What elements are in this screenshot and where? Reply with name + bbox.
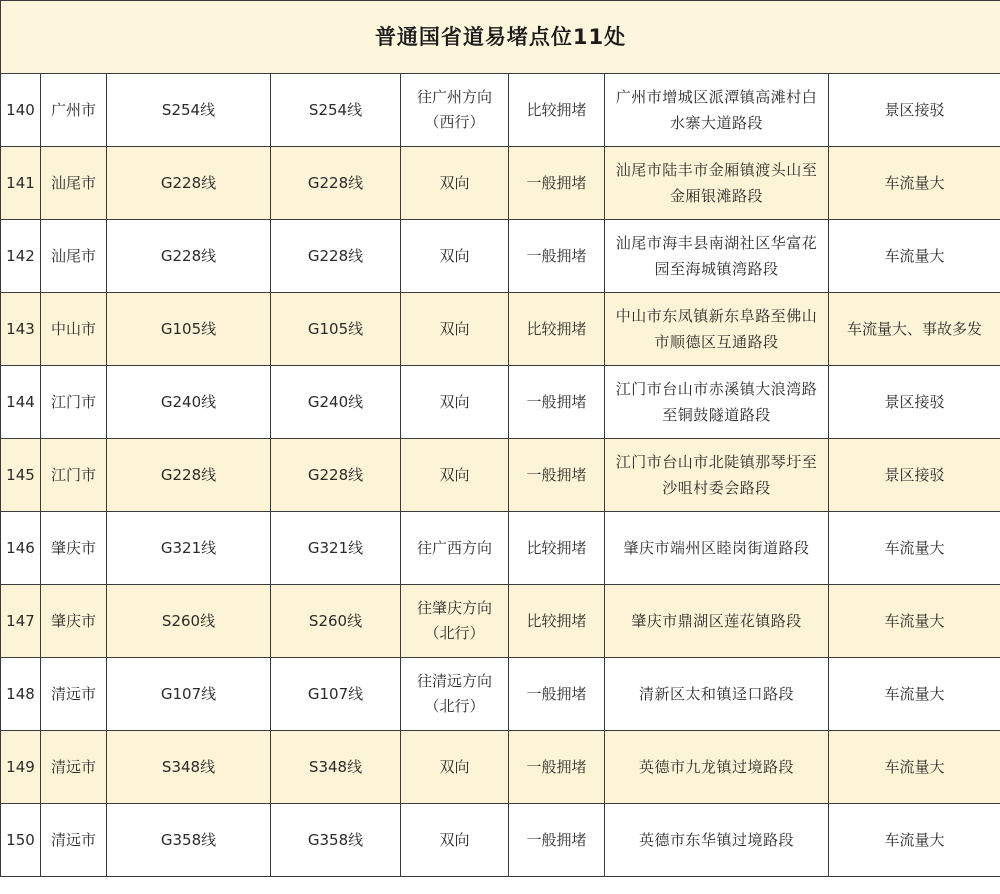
direction-cell <box>401 585 509 658</box>
road-cell: S348线 <box>271 731 401 804</box>
road-cell: G107线 <box>271 658 401 731</box>
route-cell: S348线 <box>107 731 271 804</box>
location-cell <box>605 220 829 293</box>
location-cell <box>605 293 829 366</box>
direction-cell-line: 双向 <box>439 319 470 338</box>
reason-cell: 车流量大 <box>829 512 1000 585</box>
row-number: 144 <box>1 366 41 439</box>
direction-cell-line: 双向 <box>439 757 470 776</box>
road-cell: G228线 <box>271 220 401 293</box>
table-row <box>1 147 1000 220</box>
route-cell: G240线 <box>107 366 271 439</box>
location-cell-line: 肇庆市端州区睦岗街道路段 <box>623 539 810 557</box>
direction-cell-line: 双向 <box>439 465 470 484</box>
direction-cell-line: 双向 <box>439 392 470 411</box>
city-cell: 汕尾市 <box>41 220 107 293</box>
location-cell-line: 中山市东凤镇新东阜路至佛山 <box>615 307 818 325</box>
direction-cell-line: （西行） <box>424 113 485 131</box>
direction-cell <box>401 439 509 512</box>
location-cell-line: 英德市东华镇过境路段 <box>638 831 794 849</box>
row-number: 143 <box>1 293 41 366</box>
location-cell-line: 肇庆市鼎湖区莲花镇路段 <box>631 612 802 630</box>
reason-cell: 车流量大 <box>829 585 1000 658</box>
table-row <box>1 512 1000 585</box>
route-cell: G321线 <box>107 512 271 585</box>
location-cell <box>605 366 829 439</box>
congestion-level-cell: 一般拥堵 <box>509 220 605 293</box>
road-cell: G240线 <box>271 366 401 439</box>
direction-cell <box>401 74 509 147</box>
direction-cell <box>401 658 509 731</box>
road-cell: G228线 <box>271 439 401 512</box>
direction-cell-line: 往广西方向 <box>416 538 492 557</box>
reason-cell: 景区接驳 <box>829 74 1000 147</box>
reason-cell: 景区接驳 <box>829 439 1000 512</box>
direction-cell <box>401 220 509 293</box>
table-row <box>1 74 1000 147</box>
direction-cell <box>401 512 509 585</box>
city-cell: 中山市 <box>41 293 107 366</box>
reason-cell: 车流量大、事故多发 <box>829 293 1000 366</box>
direction-cell <box>401 366 509 439</box>
reason-cell: 车流量大 <box>829 147 1000 220</box>
congestion-level-cell: 一般拥堵 <box>509 439 605 512</box>
location-cell <box>605 512 829 585</box>
location-cell <box>605 74 829 147</box>
location-cell-line: 英德市九龙镇过境路段 <box>638 758 794 776</box>
road-cell: S254线 <box>271 74 401 147</box>
congestion-level-cell: 比较拥堵 <box>509 585 605 658</box>
table-row <box>1 585 1000 658</box>
city-cell: 肇庆市 <box>41 585 107 658</box>
city-cell: 汕尾市 <box>41 147 107 220</box>
route-cell: G105线 <box>107 293 271 366</box>
row-number: 141 <box>1 147 41 220</box>
location-cell <box>605 731 829 804</box>
reason-cell: 景区接驳 <box>829 366 1000 439</box>
direction-cell <box>401 293 509 366</box>
location-cell-line: 江门市台山市赤溪镇大浪湾路 <box>615 380 818 398</box>
location-cell-line: 沙咀村委会路段 <box>662 479 771 497</box>
route-cell: G107线 <box>107 658 271 731</box>
table-row <box>1 439 1000 512</box>
direction-cell-line: 双向 <box>439 173 470 192</box>
location-cell <box>605 585 829 658</box>
congestion-level-cell: 比较拥堵 <box>509 74 605 147</box>
table-row <box>1 220 1000 293</box>
row-number: 150 <box>1 804 41 877</box>
direction-cell-line: 双向 <box>439 830 470 849</box>
city-cell: 广州市 <box>41 74 107 147</box>
row-number: 140 <box>1 74 41 147</box>
direction-cell-line: 双向 <box>439 246 470 265</box>
reason-cell: 车流量大 <box>829 220 1000 293</box>
table-row <box>1 658 1000 731</box>
route-cell: S260线 <box>107 585 271 658</box>
city-cell: 江门市 <box>41 439 107 512</box>
direction-cell-line: （北行） <box>424 624 485 642</box>
route-cell: S254线 <box>107 74 271 147</box>
direction-cell <box>401 147 509 220</box>
row-number: 149 <box>1 731 41 804</box>
location-cell-line: 园至海城镇湾路段 <box>654 260 779 278</box>
location-cell-line: 水寨大道路段 <box>669 114 763 132</box>
direction-cell <box>401 804 509 877</box>
table-title: 普通国省道易堵点位11处 <box>1 1 1000 74</box>
row-number: 146 <box>1 512 41 585</box>
reason-cell: 车流量大 <box>829 804 1000 877</box>
direction-cell <box>401 731 509 804</box>
table-body <box>1 74 1000 877</box>
row-number: 145 <box>1 439 41 512</box>
city-cell: 肇庆市 <box>41 512 107 585</box>
road-cell: G358线 <box>271 804 401 877</box>
location-cell <box>605 439 829 512</box>
location-cell <box>605 147 829 220</box>
table-row <box>1 804 1000 877</box>
congestion-level-cell: 一般拥堵 <box>509 804 605 877</box>
road-cell: S260线 <box>271 585 401 658</box>
location-cell-line: 汕尾市陆丰市金厢镇渡头山至 <box>615 161 818 179</box>
location-cell-line: 至铜鼓隧道路段 <box>662 406 771 424</box>
congestion-level-cell: 比较拥堵 <box>509 512 605 585</box>
route-cell: G228线 <box>107 220 271 293</box>
city-cell: 清远市 <box>41 731 107 804</box>
route-cell: G358线 <box>107 804 271 877</box>
road-cell: G105线 <box>271 293 401 366</box>
row-number: 142 <box>1 220 41 293</box>
direction-cell-line: （北行） <box>424 697 485 715</box>
location-cell-line: 广州市增城区派潭镇高滩村白 <box>615 88 818 106</box>
congestion-level-cell: 比较拥堵 <box>509 293 605 366</box>
city-cell: 清远市 <box>41 658 107 731</box>
congestion-level-cell: 一般拥堵 <box>509 147 605 220</box>
location-cell-line: 汕尾市海丰县南湖社区华富花 <box>615 234 818 252</box>
row-number: 147 <box>1 585 41 658</box>
route-cell: G228线 <box>107 147 271 220</box>
location-cell <box>605 658 829 731</box>
location-cell <box>605 804 829 877</box>
road-cell: G321线 <box>271 512 401 585</box>
reason-cell: 车流量大 <box>829 731 1000 804</box>
congestion-level-cell: 一般拥堵 <box>509 658 605 731</box>
direction-cell-line: 往清远方向 <box>416 672 492 690</box>
row-number: 148 <box>1 658 41 731</box>
route-cell: G228线 <box>107 439 271 512</box>
direction-cell-line: 往肇庆方向 <box>416 599 492 617</box>
location-cell-line: 清新区太和镇迳口路段 <box>638 685 794 703</box>
table-row <box>1 366 1000 439</box>
direction-cell-line: 往广州方向 <box>416 88 492 106</box>
road-cell: G228线 <box>271 147 401 220</box>
congestion-level-cell: 一般拥堵 <box>509 366 605 439</box>
location-cell-line: 金厢银滩路段 <box>669 187 763 205</box>
city-cell: 江门市 <box>41 366 107 439</box>
congestion-level-cell: 一般拥堵 <box>509 731 605 804</box>
table-row <box>1 293 1000 366</box>
table-row <box>1 731 1000 804</box>
location-cell-line: 江门市台山市北陡镇那琴圩至 <box>615 453 818 471</box>
city-cell: 清远市 <box>41 804 107 877</box>
reason-cell: 车流量大 <box>829 658 1000 731</box>
location-cell-line: 市顺德区互通路段 <box>654 333 779 351</box>
